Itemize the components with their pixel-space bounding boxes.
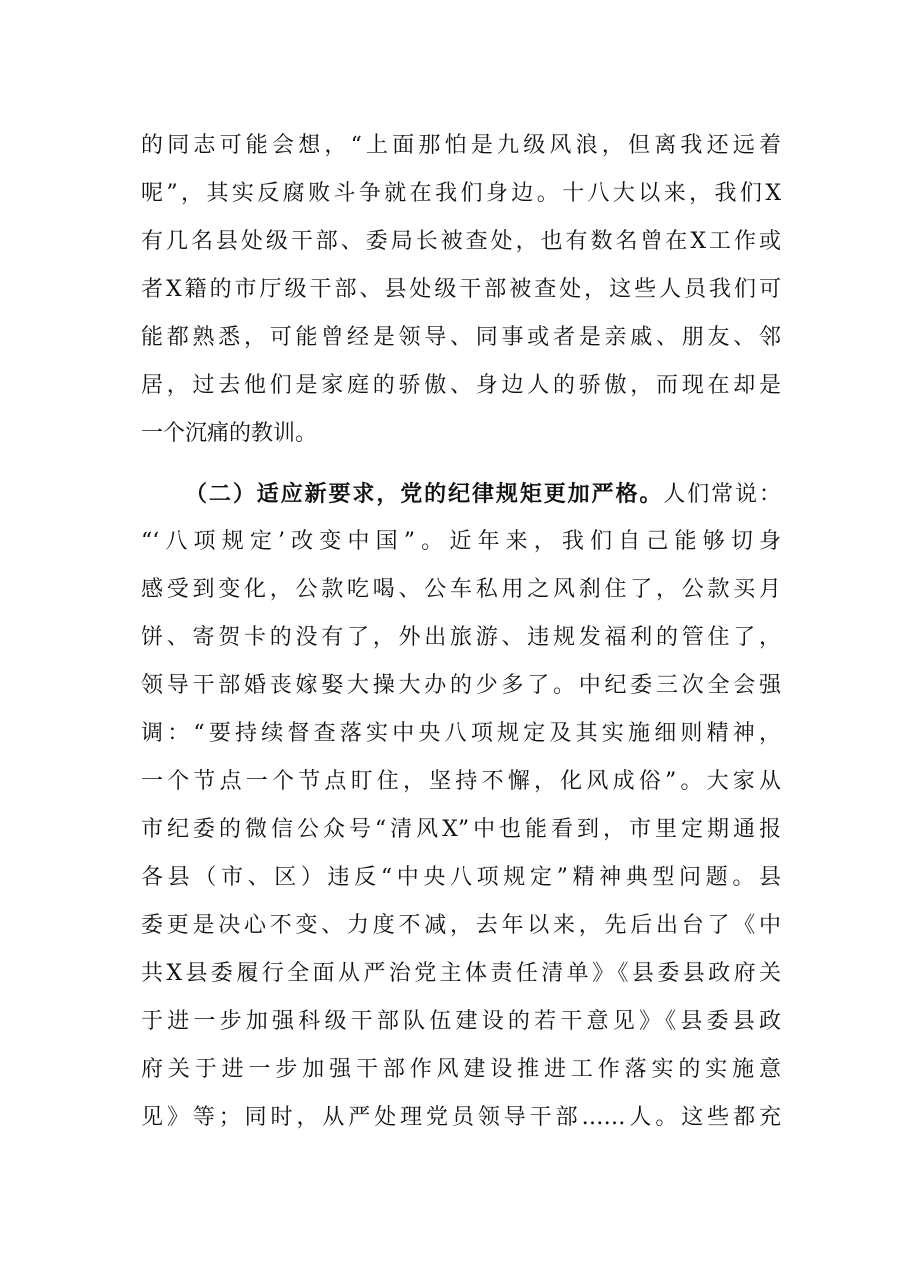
text-line: 者X籍的市厅级干部、县处级干部被查处，这些人员我们可	[141, 277, 781, 302]
text-line: 见》等；同时，从严处理党员领导干部……人。这些都充	[141, 1105, 781, 1130]
text-line: 饼、寄贺卡的没有了，外出旅游、违规发福利的管住了，	[141, 625, 781, 650]
text-line: 感受到变化，公款吃喝、公车私用之风刹住了，公款买月	[141, 577, 781, 602]
text-line: 能都熟悉，可能曾经是领导、同事或者是亲戚、朋友、邻	[141, 325, 781, 350]
text-line: 一个节点一个节点盯住，坚持不懈，化风成俗”。大家从	[141, 769, 781, 794]
heading-line-rest: 人们常说：	[663, 482, 781, 507]
section-heading-line	[185, 479, 781, 510]
text-line: 居，过去他们是家庭的骄傲、身边人的骄傲，而现在却是	[141, 373, 781, 398]
text-line: 市纪委的微信公众号“清风X”中也能看到，市里定期通报	[141, 817, 781, 842]
text-line: 于进一步加强科级干部队伍建设的若干意见》《县委县政	[141, 1009, 781, 1034]
text-line: 领导干部婚丧嫁娶大操大办的少多了。中纪委三次全会强	[141, 673, 781, 698]
text-line: 各县（市、区）违反“中央八项规定”精神典型问题。县	[141, 865, 781, 890]
text-line: 委更是决心不变、力度不减，去年以来，先后出台了《中	[141, 913, 781, 938]
text-line: 呢”，其实反腐败斗争就在我们身边。十八大以来，我们X	[141, 181, 781, 206]
text-line: 的同志可能会想，“上面那怕是九级风浪，但离我还远着	[141, 133, 781, 158]
text-line: “‘八项规定’改变中国”。近年来，我们自己能够切身	[141, 529, 781, 554]
text-line: 有几名县处级干部、委局长被查处，也有数名曾在X工作或	[141, 229, 781, 254]
section-heading: （二）适应新要求，党的纪律规矩更加严格。	[185, 481, 664, 507]
text-line: 府关于进一步加强干部作风建设推进工作落实的实施意	[141, 1057, 781, 1082]
text-line: 一个沉痛的教训。	[141, 421, 318, 446]
text-line: 调：“要持续督查落实中央八项规定及其实施细则精神，	[141, 721, 781, 746]
text-line: 共X县委履行全面从严治党主体责任清单》《县委县政府关	[141, 961, 781, 986]
